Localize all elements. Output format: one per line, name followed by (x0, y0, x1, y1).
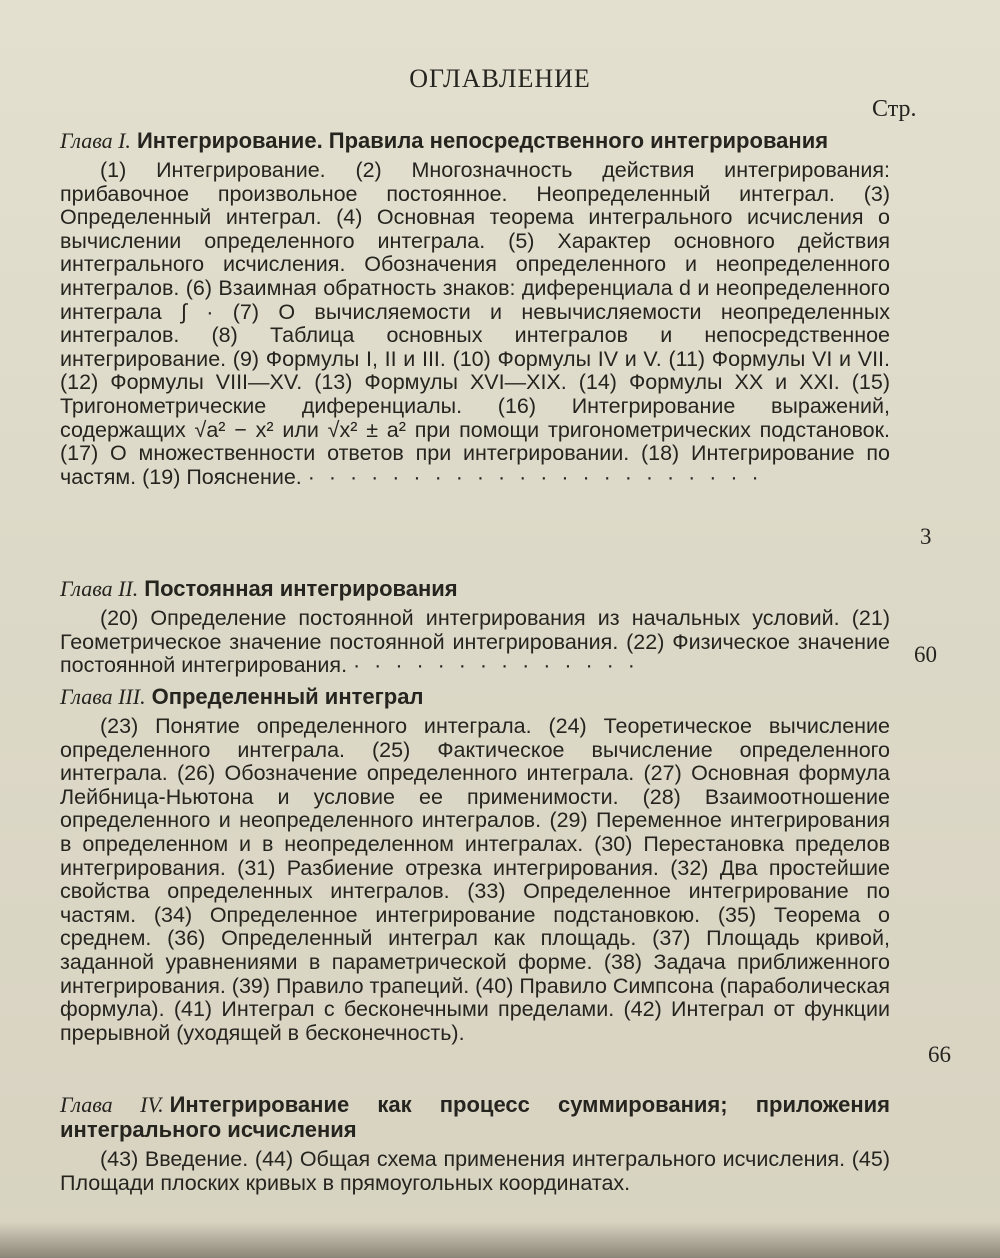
chapter-contents (60, 715, 890, 1045)
chapter-number: Глава III. (60, 684, 146, 709)
chapter-1 (60, 128, 890, 489)
chapter-sections: (20) Определение постоянной интегрирования из начальных условий. (21) Геометрическое значение постоянной интегрирования. (22) Физическое значение постоянной интегрирования. (60, 606, 890, 678)
chapter-number: Глава I. (60, 128, 131, 153)
chapter-3 (60, 684, 890, 1045)
chapter-contents (60, 607, 890, 678)
chapter-heading (60, 128, 890, 153)
chapter-title: Постоянная интегрирования (144, 576, 458, 601)
page-number-chapter-1: 3 (920, 524, 932, 549)
page-number-chapter-3: 66 (928, 1042, 951, 1067)
chapter-title: Интегрирование. Правила непосредственного интегрирования (136, 128, 829, 153)
chapter-contents (60, 1148, 890, 1195)
chapter-title: Интегрирование как процесс суммирования; приложения интегрального исчисления (60, 1092, 890, 1142)
chapter-heading (60, 684, 890, 709)
chapter-2 (60, 576, 890, 678)
page-title: ОГЛАВЛЕНИЕ (409, 64, 591, 93)
chapter-4 (60, 1092, 890, 1195)
chapter-sections: (43) Введение. (44) Общая схема применения интегрального исчисления. (45) Площади плоских кривых в прямоугольных координатах. (60, 1147, 890, 1195)
dot-leader: · · · · · · · · · · · · · · (353, 653, 639, 678)
chapter-sections: (1) Интегрирование. (2) Многозначность действия интегрирования: прибавочное произвольное постоянное. Неопределенный интеграл. (3) Определенный интеграл. (4) Основная теорема интегрального исчисления о вычислении определенного интеграла. (5) Характер основного действия интегрального исчисления. Обозначения определенного и неопределенного интегралов. (6) Взаимная обратность знаков: диференциала d и неопределенного интеграла ∫ · (7) О вычисляемости и невычисляемости неопределенных интегралов. (8) Таблица основных интегралов и непосредственное интегрирование. (9) Формулы I, II и III. (10) Формулы IV и V. (11) Формулы VI и VII. (12) Формулы VIII—XV. (13) Формулы XVI—XIX. (14) Формулы XX и XXI. (15) Тригонометрические диференциалы. (16) Интегрирование выражений, содержащих √a² − x² или √x² ± a² при помощи тригонометрических подстановок. (17) О множественности ответов при интегрировании. (18) Интегрирование по частям. (19) Пояснение. (60, 158, 890, 489)
chapter-contents (60, 159, 890, 489)
chapter-number: Глава IV. (60, 1092, 164, 1117)
chapter-heading (60, 576, 890, 601)
dot-leader: · · · · · · · · · · · · · · · · · · · · · · (307, 464, 763, 489)
chapter-sections: (23) Понятие определенного интеграла. (24) Теоретическое вычисление определенного интеграла. (25) Фактическое вычисление определенного интеграла. (26) Обозначение определенного интеграла. (27) Основная формула Лейбница-Ньютона и условие ее применимости. (28) Взаимоотношение определенного и неопределенного интегралов. (29) Переменное интегрирования в определенном и в неопределенном интегралах. (30) Перестановка пределов интегрирования. (31) Разбиение отрезка интегрирования. (32) Два простейшие свойства определенных интегралов. (33) Определенное интегрирование по частям. (34) Определенное интегрирование подстановкою. (35) Теорема о среднем. (36) Определенный интеграл как площадь. (37) Площадь кривой, заданной уравнениями в параметрической форме. (38) Задача приближенного интегрирования. (39) Правило трапеций. (40) Правило Симпсона (параболическая формула). (41) Интеграл с бесконечными пределами. (42) Интеграл от функции прерывной (уходящей в бесконечность). (60, 714, 890, 1045)
chapter-title: Определенный интеграл (151, 684, 424, 709)
page-edge-shadow (0, 1222, 1000, 1258)
chapter-heading (60, 1092, 890, 1142)
page-column-label: Стр. (872, 96, 917, 122)
chapter-number: Глава II. (60, 576, 139, 601)
page-number-chapter-2: 60 (914, 642, 937, 667)
